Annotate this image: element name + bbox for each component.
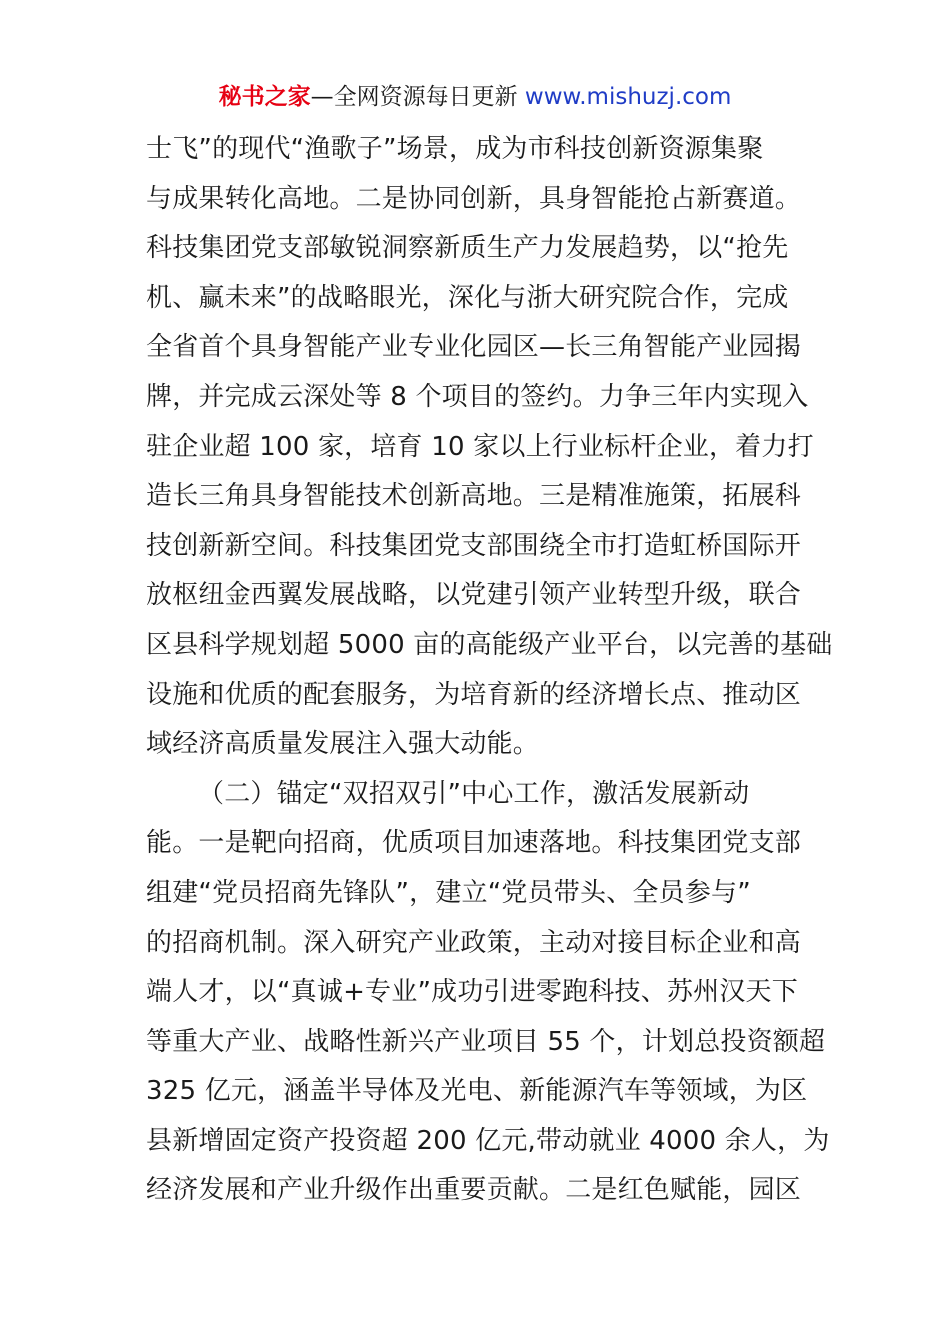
text-line: 机、赢未来”的战略眼光，深化与浙大研究院合作，完成: [146, 282, 789, 313]
text-line: 能。一是靶向招商，优质项目加速落地。科技集团党支部: [146, 828, 802, 859]
text-line: 等重大产业、战略性新兴产业项目 55 个，计划总投资额超: [146, 1026, 826, 1057]
text-line: 技创新新空间。科技集团党支部围绕全市打造虹桥国际开: [146, 530, 802, 561]
site-url-link[interactable]: www.mishuzj.com: [524, 84, 732, 110]
section-heading-line: （二）锚定“双招双引”中心工作，激活发展新动: [198, 778, 750, 809]
text-line: 组建“党员招商先锋队”，建立“党员带头、全员参与”: [146, 877, 751, 908]
site-tagline: —全网资源每日更新: [310, 84, 518, 110]
text-line: 驻企业超 100 家，培育 10 家以上行业标杆企业，着力打: [146, 431, 814, 462]
site-header: [0, 80, 950, 114]
text-line: 域经济高质量发展注入强大动能。: [146, 729, 540, 760]
text-line: 与成果转化高地。二是协同创新，具身智能抢占新赛道。: [146, 183, 802, 214]
text-line: 设施和优质的配套服务，为培育新的经济增长点、推动区: [146, 679, 802, 710]
text-line: 县新增固定资产投资超 200 亿元,带动就业 4000 余人，为: [146, 1125, 830, 1156]
text-line: 放枢纽金西翼发展战略，以党建引领产业转型升级，联合: [146, 580, 802, 611]
site-brand: 秘书之家: [218, 84, 311, 110]
text-line: 区县科学规划超 5000 亩的高能级产业平台，以完善的基础: [146, 629, 833, 660]
text-line: 牌，并完成云深处等 8 个项目的签约。力争三年内实现入: [146, 381, 809, 412]
text-line: 经济发展和产业升级作出重要贡献。二是红色赋能，园区: [146, 1175, 802, 1206]
text-line: 科技集团党支部敏锐洞察新质生产力发展趋势，以“抢先: [146, 233, 789, 264]
text-line: 端人才，以“真诚+专业”成功引进零跑科技、苏州汉天下: [146, 977, 798, 1008]
text-line: 325 亿元，涵盖半导体及光电、新能源汽车等领域，为区: [146, 1076, 808, 1107]
document-body: [146, 125, 833, 1216]
text-line: 全省首个具身智能产业专业化园区—长三角智能产业园揭: [146, 332, 802, 363]
text-line: 士飞”的现代“渔歌子”场景，成为市科技创新资源集聚: [146, 134, 764, 164]
text-line: 造长三角具身智能技术创新高地。三是精准施策，拓展科: [146, 481, 802, 512]
text-line: 的招商机制。深入研究产业政策，主动对接目标企业和高: [146, 927, 802, 958]
